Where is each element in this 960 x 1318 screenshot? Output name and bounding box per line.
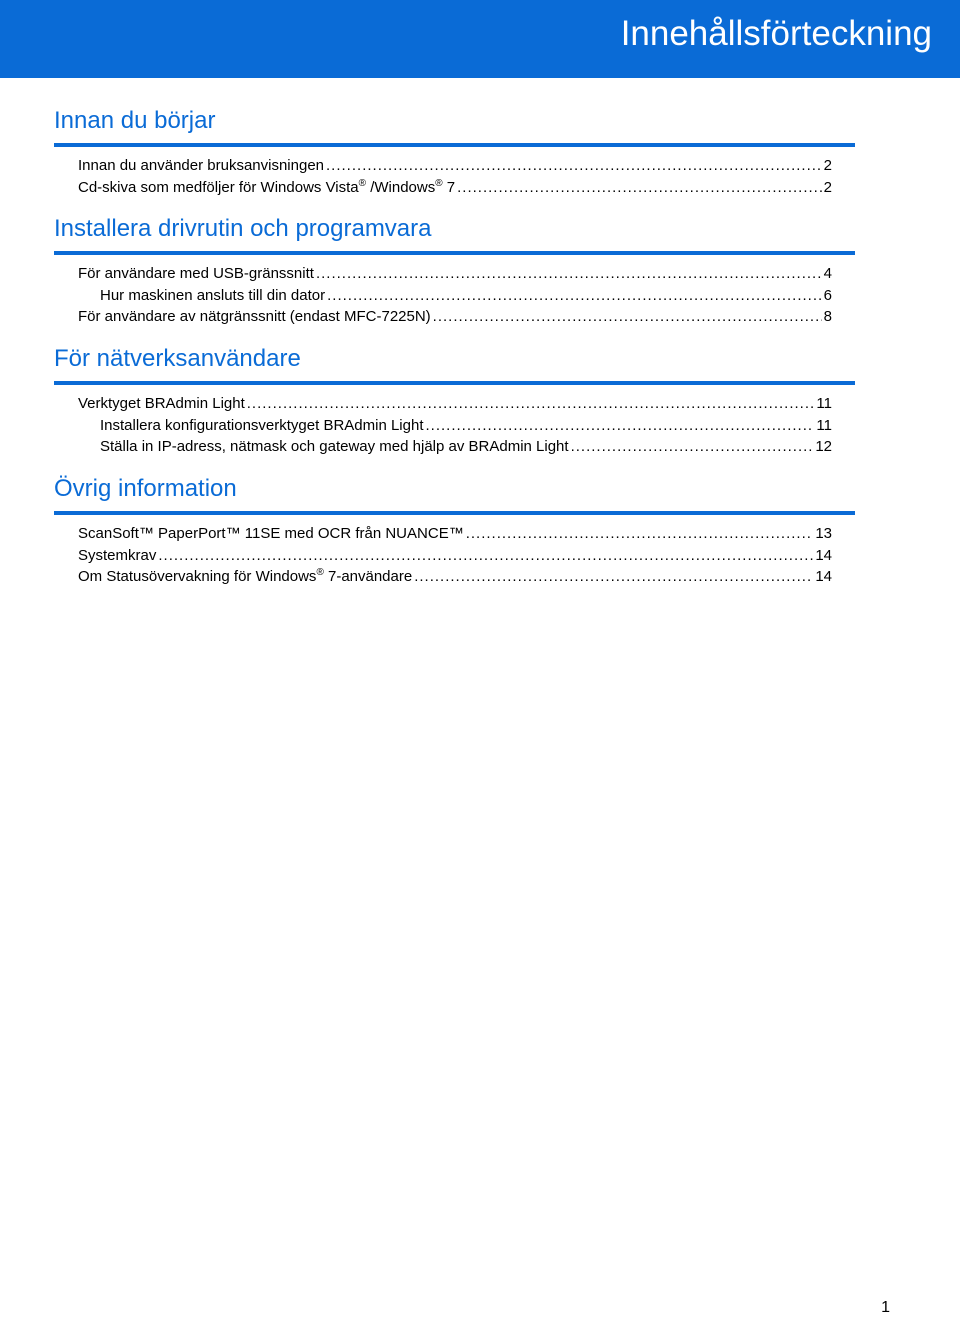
toc-section-other-information	[54, 474, 855, 588]
section-divider	[54, 381, 855, 385]
toc-entry-page: 2	[823, 178, 832, 196]
registered-mark: ®	[358, 177, 367, 189]
toc-entry-page: 11	[816, 416, 832, 434]
section-heading: Installera drivrutin och programvara	[54, 215, 432, 242]
toc-section-network-users	[54, 344, 855, 458]
toc-entry-text: Installera konfigurationsverktyget BRAdmin Light	[100, 416, 424, 434]
toc-entry-text: För användare av nätgränssnitt (endast MFC-7225N)	[78, 308, 431, 325]
page-title: Innehållsförteckning	[620, 14, 932, 53]
dot-leader	[326, 155, 822, 177]
toc-entry[interactable]	[100, 415, 832, 437]
toc-entry-text-part: Cd-skiva som medföljer för Windows Vista	[78, 178, 359, 196]
toc-entry[interactable]	[78, 523, 832, 545]
registered-mark: ®	[435, 177, 443, 189]
toc-entry-text: Systemkrav	[78, 546, 157, 564]
dot-leader	[466, 523, 814, 545]
toc-entry-page: 14	[815, 546, 832, 564]
toc-entry[interactable]	[100, 436, 832, 458]
section-divider	[54, 143, 855, 147]
toc-entry-text	[78, 177, 455, 199]
toc-entry-page: 2	[823, 157, 832, 174]
section-divider	[54, 511, 855, 515]
section-heading: Innan du börjar	[54, 107, 216, 134]
dot-leader	[158, 545, 813, 567]
dot-leader	[316, 263, 822, 285]
toc-section-install-driver	[54, 214, 855, 328]
toc-entry-page: 6	[823, 286, 832, 304]
toc-entry-text: Innan du använder bruksanvisningen	[78, 157, 325, 174]
toc-entry[interactable]	[78, 393, 832, 415]
toc-entries	[54, 523, 855, 588]
toc-entries	[54, 393, 855, 458]
toc-entry-text-part: /Windows	[366, 178, 436, 196]
toc-entries	[54, 155, 855, 198]
dot-leader	[247, 393, 815, 415]
dot-leader	[426, 415, 815, 437]
toc-entry[interactable]	[100, 285, 832, 307]
toc-entry[interactable]	[78, 306, 832, 328]
toc-entry-text-part: Om Statusövervakning för Windows	[78, 568, 317, 585]
toc-entry-text: Verktyget BRAdmin Light	[78, 395, 245, 412]
section-divider	[54, 251, 855, 255]
dot-leader	[414, 566, 813, 588]
toc-entry-text	[78, 566, 412, 588]
header-band	[0, 0, 960, 78]
section-heading: Övrig information	[54, 475, 237, 502]
toc-entries	[54, 263, 855, 328]
toc-entry-page: 11	[816, 395, 832, 412]
toc-entry[interactable]	[78, 263, 832, 285]
toc-entry-text: För användare med USB-gränssnitt	[78, 265, 314, 282]
toc-entry-page: 14	[815, 568, 832, 585]
toc-entry-text: Hur maskinen ansluts till din dator	[100, 286, 326, 304]
toc-entry-page: 12	[815, 438, 832, 455]
toc-entry[interactable]	[78, 566, 832, 588]
dot-leader	[571, 436, 814, 458]
registered-mark: ®	[316, 567, 324, 578]
section-heading: För nätverksanvändare	[54, 345, 301, 372]
toc-entry[interactable]	[78, 155, 832, 177]
toc-entry-page: 4	[823, 265, 832, 282]
toc-section-before-you-start	[54, 106, 855, 198]
toc-entry-page: 13	[815, 525, 832, 542]
toc-entry-text-part: 7	[442, 178, 456, 196]
dot-leader	[457, 177, 822, 199]
page-number: 1	[881, 1299, 890, 1316]
toc-entry-text: ScanSoft™ PaperPort™ 11SE med OCR från NUANCE™	[78, 525, 464, 542]
toc-entry[interactable]	[78, 177, 832, 199]
toc-entry-text: Ställa in IP-adress, nätmask och gateway med hjälp av BRAdmin Light	[100, 438, 569, 455]
toc-entry-text-part: 7-användare	[323, 568, 413, 585]
dot-leader	[433, 306, 822, 328]
toc-entry-page: 8	[823, 308, 832, 325]
dot-leader	[327, 285, 822, 307]
toc-entry[interactable]	[78, 545, 832, 567]
